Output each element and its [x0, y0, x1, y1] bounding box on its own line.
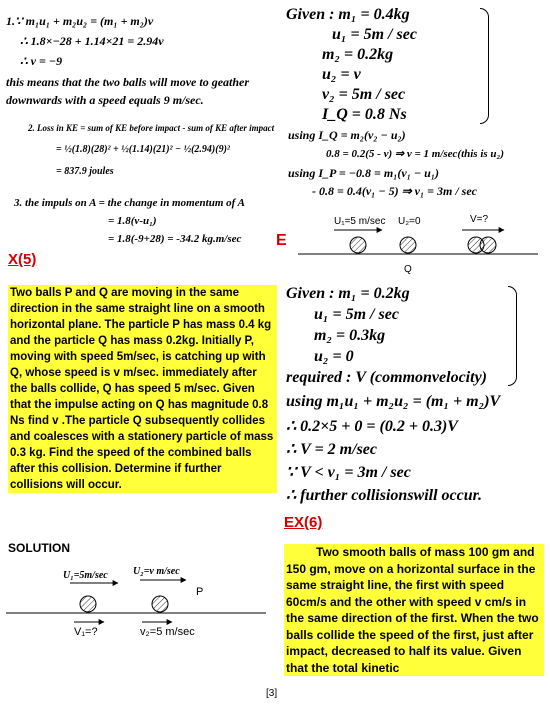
- result-line: ∴ v = −9: [20, 54, 63, 68]
- impulse-definition: 3. the impuls on A = the change in momentum of A: [14, 197, 245, 209]
- given1-m2: m₂ = 0.2kg: [322, 46, 394, 63]
- impulse-q-formula: using I_Q = m₂(v₂ − u₂): [288, 128, 406, 142]
- calc-compare: ∵ V < v₁ = 3m / sec: [286, 464, 411, 481]
- e-diagram-graphic: [276, 222, 550, 262]
- ball-q: [152, 596, 168, 612]
- e-v-label: V=?: [470, 214, 489, 225]
- given2-u1: u₁ = 5m / sec: [314, 306, 399, 323]
- calc-momentum: using m₁u₁ + m₂u₂ = (m₁ + m₂)V: [286, 393, 501, 410]
- u1-label: U₁=5m/sec: [63, 570, 108, 581]
- e-q-label: Q: [404, 264, 412, 275]
- x5-title: X(5): [8, 251, 37, 268]
- v2-label: v₂=5 m/sec: [140, 626, 195, 638]
- given2-required: required : V (commonvelocity): [286, 369, 487, 386]
- u2-label: U₂=v m/sec: [133, 566, 180, 577]
- ball-p: [80, 596, 96, 612]
- e-combined-ball-2: [480, 237, 496, 253]
- p-label: P: [196, 586, 204, 598]
- ke-loss-definition: 2. Loss in KE = sum of KE before impact - sum of KE after impact: [28, 123, 275, 133]
- impulse-p-solve: - 0.8 = 0.4(v₁ − 5) ⇒ v₁ = 3m / sec: [312, 184, 477, 198]
- substitution-line: ∴ 1.8×−28 + 1.14×21 = 2.94v: [20, 34, 164, 48]
- given1-u2: u₂ = v: [322, 66, 361, 83]
- given2-u2: u₂ = 0: [314, 348, 354, 365]
- given1-v2: v₂ = 5m / sec: [322, 86, 406, 103]
- impulse-q-solve: 0.8 = 0.2(5 - v) ⇒ v = 1 m/sec(this is u₂): [326, 148, 505, 160]
- ke-loss-result: = 837.9 joules: [56, 166, 114, 177]
- calc-substitution: ∴ 0.2×5 + 0 = (0.2 + 0.3)V: [286, 418, 458, 435]
- momentum-equation: 1.∵ m₁u₁ + m₂u₂ = (m₁ + m₂)v: [6, 14, 154, 28]
- e-label: E: [276, 232, 287, 249]
- e-u1-label: U₁=5 m/sec: [334, 216, 386, 227]
- impulse-p-formula: using I_P = −0.8 = m₁(v₁ − u₁): [288, 166, 440, 180]
- page-number: [3]: [266, 688, 278, 699]
- e-u2-label: U₂=0: [398, 216, 421, 227]
- calc-result: ∴ V = 2 m/sec: [286, 441, 377, 458]
- e-ball-stationary: [400, 237, 416, 253]
- given1-brace: [480, 8, 489, 124]
- given2-m1: Given : m₁ = 0.2kg: [286, 285, 410, 302]
- given1-m1: Given : m₁ = 0.4kg: [286, 6, 410, 23]
- ex6-title: EX(6): [284, 514, 323, 531]
- given1-iq: I_Q = 0.8 Ns: [322, 106, 407, 123]
- impulse-expression: = 1.8(v-u₁): [108, 215, 157, 227]
- e-ball-q: [350, 237, 366, 253]
- calc-conclusion: ∴ further collisionswill occur.: [286, 487, 482, 504]
- v1-label: V₁=?: [74, 626, 98, 638]
- ke-loss-expression: = ½(1.8)(28)² + ½(1.14)(21)² − ½(2.94)(9)²: [56, 144, 230, 155]
- x5-problem-text: Two balls P and Q are moving in the same direction in the same straight line on a smooth horizontal plane. The particle P has mass 0.4 kg and the particle Q has mass 0.2kg. Initially P, moving with speed 5m/sec, is catching up with Q, whose speed is v m/sec. immediately after the balls collide, Q has speed 5 m/sec. Given that the impulse acting on Q has magnitude 0.8 Ns find v .The particle Q subsequently collides and coalesces with a stationery particle of mass 0.3 kg. Find the speed of the combined balls after this collision. Determine if further collisions will occur.: [8, 285, 277, 493]
- conclusion-line-1: this means that the two balls will move to geather: [6, 75, 250, 89]
- given2-brace: [508, 286, 517, 386]
- given1-u1: u₁ = 5m / sec: [332, 26, 417, 43]
- given2-m2: m₂ = 0.3kg: [314, 327, 386, 344]
- impulse-result: = 1.8(-9+28) = -34.2 kg.m/sec: [108, 233, 242, 245]
- ex6-problem-text: Two smooth balls of mass 100 gm and 150 gm, move on a horizontal surface in the same straight line, the first with speed 60cm/s and the other with speed v cm/s in the same direction of the first. When the two balls collide the speed of the first, just after impact, decreased to half its value. Given that the total kinetic: [284, 544, 544, 676]
- conclusion-line-2: downwards with a speed equals 9 m/sec.: [6, 93, 204, 107]
- left-diagram-graphic: [0, 575, 270, 635]
- solution-heading: SOLUTION: [8, 541, 70, 555]
